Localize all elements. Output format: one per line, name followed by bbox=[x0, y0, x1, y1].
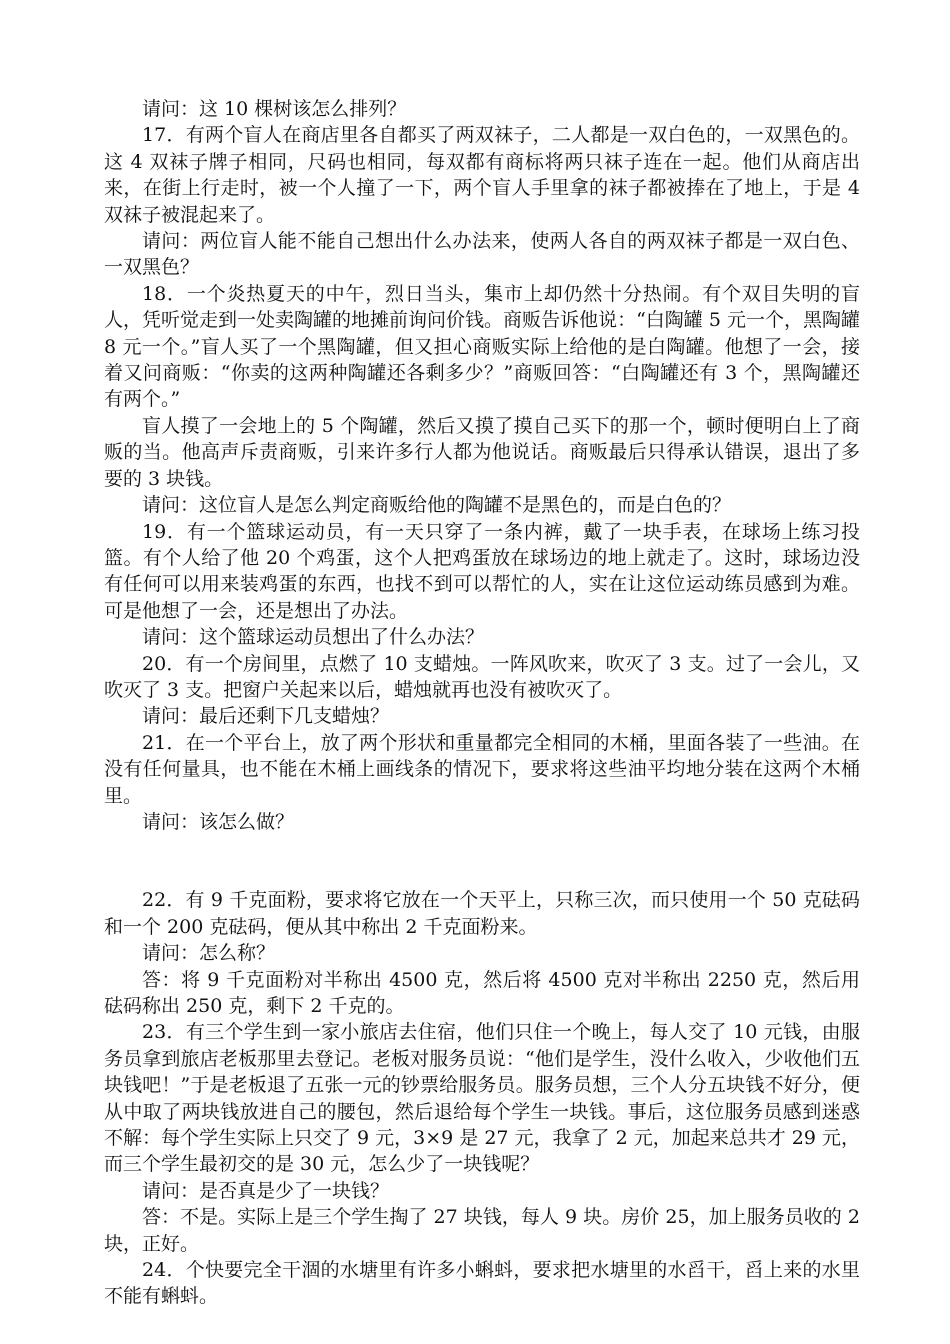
paragraph-18-question: 请问：这位盲人是怎么判定商贩给他的陶罐不是黑色的，而是白色的？ bbox=[142, 494, 732, 517]
paragraph-19: 19．有一个篮球运动员，有一天只穿了一条内裤，戴了一块手表，在球场上练习投篮。有个人给了他 20 个鸡蛋，这个人把鸡蛋放在球场边的地上就走了。这时，球场边没有任何可以用来装鸡蛋的东西，也找不到可以帮忙的人，实在让这位运动练员感到为难。可是他想了一会，还是想出了办法。 bbox=[104, 520, 860, 622]
paragraph-24: 24．个快要完全干涸的水塘里有许多小蝌蚪，要求把水塘里的水舀干，舀上来的水里不能有蝌蚪。 bbox=[104, 1259, 860, 1308]
paragraph-21: 21．在一个平台上，放了两个形状和重量都完全相同的木桶，里面各装了一些油。在没有任何量具，也不能在木桶上画线条的情况下，要求将这些油平均地分装在这两个木桶里。 bbox=[104, 731, 860, 807]
paragraph-20-question: 请问：最后还剩下几支蜡烛？ bbox=[142, 705, 390, 728]
paragraph-20: 20．有一个房间里，点燃了 10 支蜡烛。一阵风吹来，吹灭了 3 支。过了一会儿，又吹灭了 3 支。把窗户关起来以后，蜡烛就再也没有被吹灭了。 bbox=[104, 652, 860, 701]
document-body bbox=[104, 96, 860, 1310]
paragraph-23-answer: 答：不是。实际上是三个学生掏了 27 块钱，每人 9 块。房价 25，加上服务员收的 2 块，正好。 bbox=[104, 1206, 860, 1255]
paragraph-22-answer: 答：将 9 千克面粉对半称出 4500 克，然后将 4500 克对半称出 2250 克，然后用砝码称出 250 克，剩下 2 千克的。 bbox=[104, 968, 860, 1017]
paragraph-19-question: 请问：这个篮球运动员想出了什么办法？ bbox=[142, 626, 485, 649]
paragraph-17: 17．有两个盲人在商店里各自都买了两双袜子，二人都是一双白色的，一双黑色的。这 4 双袜子牌子相同，尺码也相同，每双都有商标将两只袜子连在一起。他们从商店出来，在街上行走时，被一个人撞了一下，两个盲人手里拿的袜子都被捧在了地上，于是 4 双袜子被混起来了。 bbox=[104, 124, 860, 226]
paragraph-21-question: 请问：该怎么做？ bbox=[142, 810, 295, 833]
paragraph-22: 22．有 9 千克面粉，要求将它放在一个天平上，只称三次，而只使用一个 50 克砝码和一个 200 克砝码，便从其中称出 2 千克面粉来。 bbox=[104, 889, 860, 938]
paragraph-23: 23．有三个学生到一家小旅店去住宿，他们只住一个晚上，每人交了 10 元钱，由服务员拿到旅店老板那里去登记。老板对服务员说：“他们是学生，没什么收入，少收他们五块钱吧！”于是老板退了五张一元的钞票给服务员。服务员想，三个人分五块钱不好分，便从中取了两块钱放进自己的腰包，然后退给每个学生一块钱。事后，这位服务员感到迷惑不解：每个学生实际上只交了 9 元，3×9 是 27 元，我拿了 2 元，加起来总共才 29 元，而三个学生最初交的是 30 元，怎么少了一块钱呢？ bbox=[104, 1021, 860, 1176]
paragraph-17-question: 请问：两位盲人能不能自己想出什么办法来，使两人各自的两双袜子都是一双白色、一双黑色？ bbox=[104, 230, 860, 279]
paragraph-18: 18．一个炎热夏天的中午，烈日当头，集市上却仍然十分热闹。有个双目失明的盲人，凭听觉走到一处卖陶罐的地摊前询问价钱。商贩告诉他说：“白陶罐 5 元一个，黑陶罐 8 元一个。”盲人买了一个黑陶罐，但又担心商贩实际上给他的是白陶罐。他想了一会，接着又问商贩：“你卖的这两种陶罐还各剩多少？”商贩回答：“白陶罐还有 3 个，黑陶罐还有两个。” bbox=[104, 282, 860, 411]
paragraph-16-question: 请问：这 10 棵树该怎么排列？ bbox=[142, 98, 407, 120]
blank-gap bbox=[104, 835, 860, 887]
paragraph-22-question: 请问：怎么称？ bbox=[142, 942, 276, 965]
paragraph-18-continued: 盲人摸了一会地上的 5 个陶罐，然后又摸了摸自己买下的那一个，顿时便明白上了商贩的当。他高声斥责商贩，引来许多行人都为他说话。商贩最后只得承认错误，退出了多要的 3 块钱。 bbox=[104, 414, 860, 490]
paragraph-23-question: 请问：是否真是少了一块钱？ bbox=[142, 1179, 390, 1202]
